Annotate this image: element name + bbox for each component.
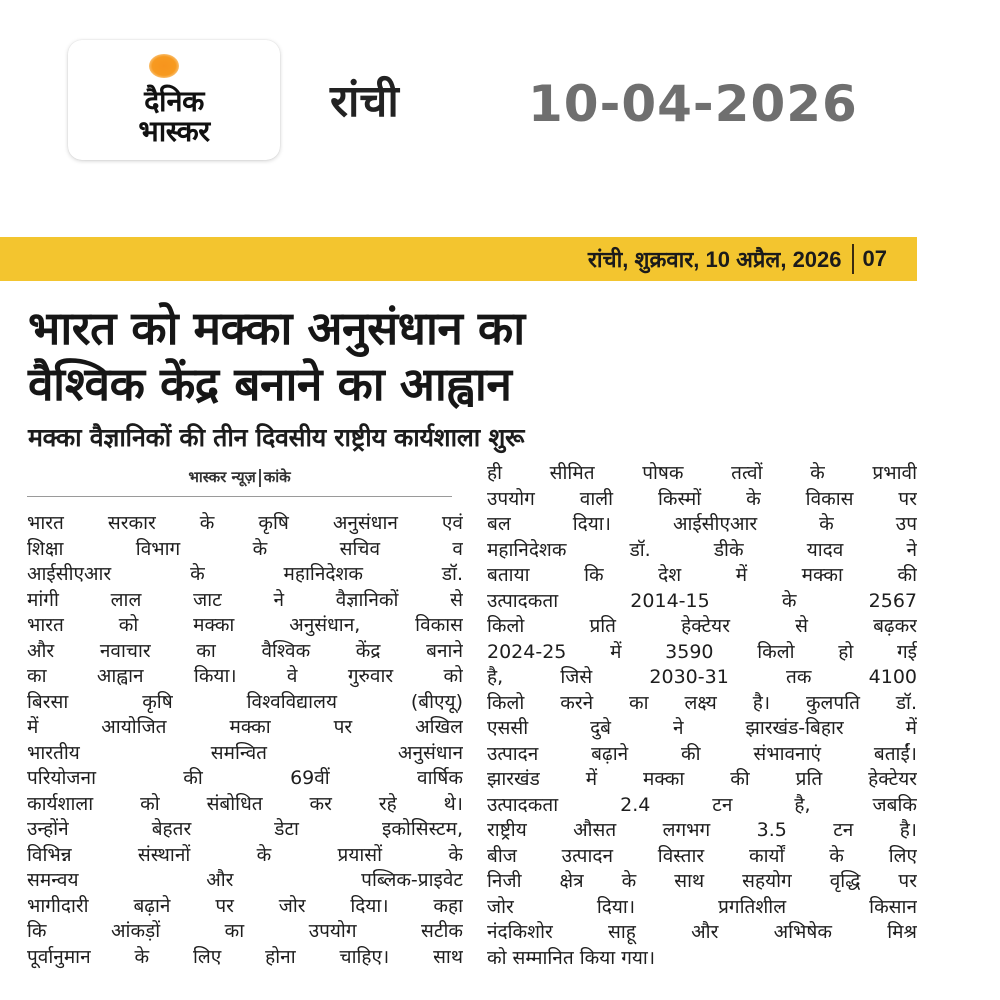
logo-text-line1: दैनिक [144,84,204,118]
byline-source: भास्कर न्यूज़ [188,468,256,486]
byline-rule [27,496,452,497]
article-subheadline: मक्का वैज्ञानिकों की तीन दिवसीय राष्ट्रीय कार्यशाला शुरू [28,423,525,452]
logo-text-line2: भास्कर [138,114,210,148]
text-line: किलो प्रति हेक्टेयर से बढ़कर [487,615,917,637]
text-line: भारत सरकार के कृषि अनुसंधान एवं [27,512,463,534]
article-byline [27,466,452,488]
dateline: रांची, शुक्रवार, 10 अप्रैल, 2026 [587,247,842,272]
text-line: उत्पादकता 2.4 टन है, जबकि [487,793,917,816]
text-line: कि आंकड़ों का उपयोग सटीक [27,920,463,942]
text-line: भारत को मक्का अनुसंधान, विकास [27,614,463,636]
text-line: परियोजना की 69वीं वार्षिक [27,767,463,789]
page-number: 07 [862,246,887,271]
strip-text [588,237,887,281]
text-line: बल दिया। आईसीएआर के उप [487,513,917,535]
text-line: शिक्षा विभाग के सचिव व [27,537,463,560]
text-line: महानिदेशक डॉ. डीके यादव ने [487,538,917,561]
text-line: जोर दिया। प्रगतिशील किसान [487,895,917,918]
text-line: भारतीय समन्वित अनुसंधान [27,741,463,764]
text-line: कार्यशाला को संबोधित कर रहे थे। [27,792,463,815]
edition-city: रांची [330,76,399,127]
byline-divider [259,469,261,487]
text-line: उत्पादकता 2014-15 के 2567 [487,589,917,612]
text-line: एससी दुबे ने झारखंड-बिहार में [487,717,917,739]
edition-date: 10-04-2026 [528,75,858,133]
text-line: बताया कि देश में मक्का की [487,564,917,586]
text-line: भागीदारी बढ़ाने पर जोर दिया। कहा [27,894,463,917]
text-line: समन्वय और पब्लिक-प्राइवेट [27,869,463,891]
text-line: उत्पादन बढ़ाने की संभावनाएं बताईं। [487,742,917,765]
byline-location: कांके [263,468,291,486]
text-line: बिरसा कृषि विश्वविद्यालय (बीएयू) [27,690,463,713]
text-line: उन्होंने बेहतर डेटा इकोसिस्टम, [27,818,463,840]
text-line: विभिन्न संस्थानों के प्रयासों के [27,843,463,866]
article-column-left [27,511,463,970]
text-line: को सम्मानित किया गया। [487,946,656,969]
text-line: मांगी लाल जाट ने वैज्ञानिकों से [27,588,463,611]
text-line: किलो करने का लक्ष्य है। कुलपति डॉ. [487,691,917,714]
text-line: ही सीमित पोषक तत्वों के प्रभावी [487,462,917,484]
strip-divider [852,244,854,274]
text-line: 2024-25 में 3590 किलो हो गई [487,640,917,663]
article-column-right [487,461,917,971]
text-line: में आयोजित मक्का पर अखिल [27,716,463,738]
text-line: नंदकिशोर साहू और अभिषेक मिश्र [487,921,917,943]
sun-icon [149,54,179,78]
text-line: उपयोग वाली किस्मों के विकास पर [487,487,917,510]
page-strip [0,237,917,281]
headline-line-1: भारत को मक्का अनुसंधान का [28,301,525,355]
text-line: का आह्वान किया। वे गुरुवार को [27,665,463,687]
text-line: है, जिसे 2030-31 तक 4100 [487,666,917,688]
text-line: और नवाचार का वैश्विक केंद्र बनाने [27,639,463,662]
headline-line-2: वैश्विक केंद्र बनाने का आह्वान [28,357,512,411]
text-line: बीज उत्पादन विस्तार कार्यों के लिए [487,844,917,867]
text-line: राष्ट्रीय औसत लगभग 3.5 टन है। [487,819,917,841]
article-headline [28,300,928,412]
text-line: निजी क्षेत्र के साथ सहयोग वृद्धि पर [487,870,917,892]
text-line: पूर्वानुमान के लिए होना चाहिए। साथ [27,945,463,968]
text-line: आईसीएआर के महानिदेशक डॉ. [27,563,463,585]
text-line: झारखंड में मक्का की प्रति हेक्टेयर [487,768,917,790]
dainik-bhaskar-logo [68,40,280,160]
